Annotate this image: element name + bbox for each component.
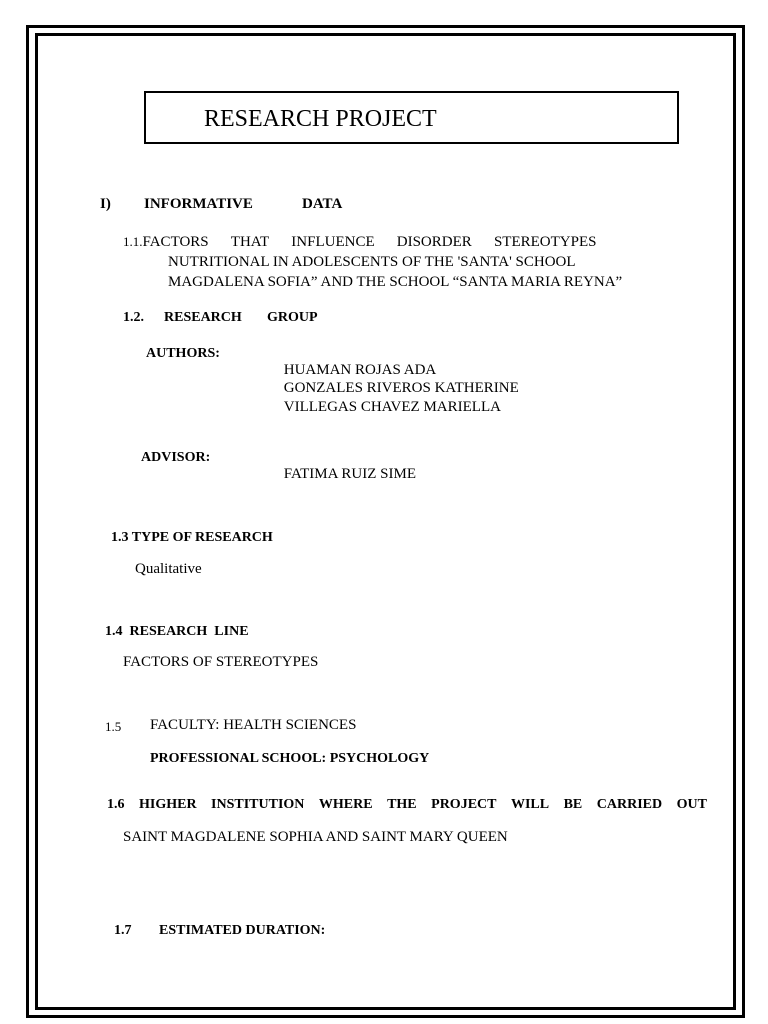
item-1-7-heading: ESTIMATED DURATION: [159,923,326,938]
item-1-2-heading [123,310,318,326]
author-item [280,399,501,416]
item-1-2-number: 1.2. [123,310,144,325]
item-1-6-heading [107,797,707,813]
item-1-4-heading: 1.4 RESEARCH LINE [105,624,249,639]
authors-label: AUTHORS: [146,346,220,361]
item-1-5-school: PROFESSIONAL SCHOOL: PSYCHOLOGY [150,751,430,766]
word: PROJECT [431,797,497,812]
word: INSTITUTION [211,797,305,812]
word: 1.6 [107,797,125,812]
word: STEREOTYPES [493,234,597,250]
item-1-6-value: SAINT MAGDALENE SOPHIA AND SAINT MARY QUEEN [123,829,508,845]
item-1-1-words [143,234,597,251]
page-inner-border [35,33,736,1010]
item-1-5-number: 1.5 [105,719,122,734]
section-number: I) [100,196,111,212]
word: THE [387,797,417,812]
item-1-3-value: Qualitative [135,561,202,577]
word: FACTORS [142,234,209,250]
item-1-1-number: 1.1. [123,234,143,249]
section-label-part2: DATA [302,196,343,212]
advisor-name: FATIMA RUIZ SIME [283,466,416,482]
word: WILL [510,797,550,812]
word: THAT [230,234,270,250]
item-1-1-line1 [123,233,597,251]
advisor-item [280,466,416,483]
section-informative-data-heading [100,196,374,213]
section-label-part1: INFORMATIVE [144,196,253,212]
item-1-5-faculty: FACULTY: HEALTH SCIENCES [150,717,357,733]
item-1-3-heading: 1.3 TYPE OF RESEARCH [111,530,273,545]
item-1-2-label-part2: GROUP [267,310,318,325]
word: OUT [676,797,707,812]
word: INFLUENCE [291,234,375,250]
author-name: GONZALES RIVEROS KATHERINE [283,380,519,396]
author-name: VILLEGAS CHAVEZ MARIELLA [283,399,501,415]
author-name: HUAMAN ROJAS ADA [283,362,437,378]
item-1-1-line3: MAGDALENA SOFIA” AND THE SCHOOL “SANTA MARIA REYNA” [168,274,623,290]
author-item [280,380,519,397]
word: BE [563,797,583,812]
word: WHERE [318,797,373,812]
word: HIGHER [138,797,197,812]
author-item [280,362,436,379]
advisor-label: ADVISOR: [141,450,211,465]
item-1-2-label-part1: RESEARCH [164,310,242,325]
page-title: RESEARCH PROJECT [204,106,437,132]
title-box [144,91,679,144]
item-1-1-line2: NUTRITIONAL IN ADOLESCENTS OF THE 'SANTA' SCHOOL [168,254,576,270]
word: CARRIED [596,797,663,812]
item-1-7-number: 1.7 [114,923,132,938]
word: DISORDER [396,234,472,250]
item-1-4-value: FACTORS OF STEREOTYPES [123,654,319,670]
